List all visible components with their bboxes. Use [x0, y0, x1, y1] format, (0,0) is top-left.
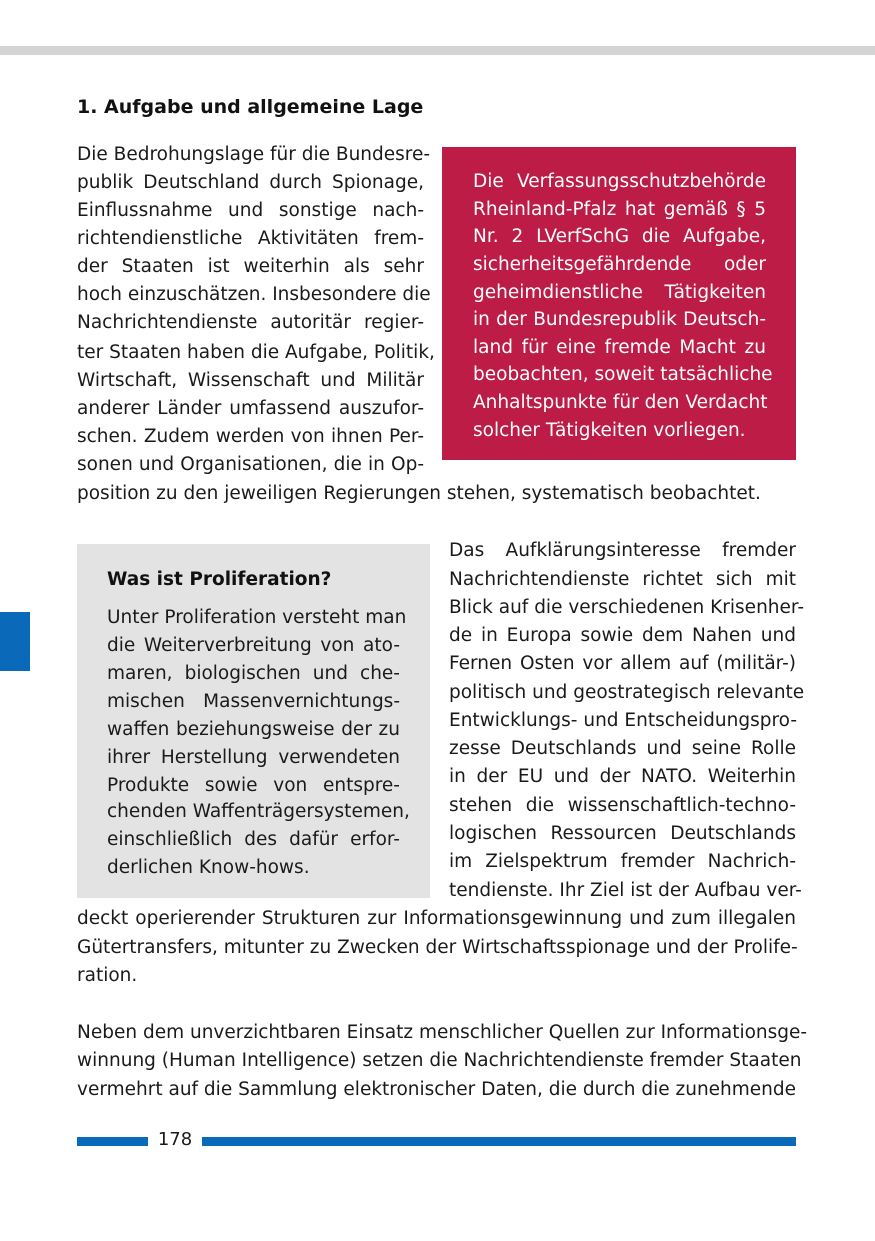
text-line: Gütertransfers, mitunter zu Zwecken der Wirtschaftsspionage und der Prolife-	[77, 937, 798, 958]
text-line: Entwicklungs- und Entscheidungspro-	[449, 710, 798, 731]
box-text-line: einschließlich des dafür erfor-	[107, 829, 400, 850]
box-text-line: ihrer Herstellung verwendeten	[107, 747, 400, 768]
box-text-line: Nr. 2 LVerfSchG die Aufgabe,	[473, 226, 766, 247]
text-line: logischen Ressourcen Deutschlands	[449, 823, 796, 844]
text-line: im Zielspektrum fremder Nachrich-	[449, 851, 796, 872]
text-line: anderer Länder umfassend auszufor-	[77, 398, 424, 419]
box-text-line: sicherheitsgefährdende oder	[473, 254, 766, 275]
text-line: ration.	[77, 965, 138, 986]
text-line: zesse Deutschlands und seine Rolle	[449, 738, 796, 759]
text-line: Das Aufklärungsinteresse fremder	[449, 540, 796, 561]
text-line: Nachrichtendienste richtet sich mit	[449, 569, 796, 590]
text-line: Nachrichtendienste autoritär regier-	[77, 312, 424, 333]
text-line: position zu den jeweiligen Regierungen stehen, systematisch beobachtet.	[77, 483, 761, 504]
text-line: vermehrt auf die Sammlung elektronischer Daten, die durch die zunehmende	[77, 1079, 797, 1100]
box-text-line: geheimdienstliche Tätigkeiten	[473, 282, 766, 303]
box-text-line: die Weiterverbreitung von ato-	[107, 635, 400, 656]
page-number: 178	[157, 1129, 193, 1150]
proliferation-definition-box	[77, 544, 430, 898]
box-text-line: solcher Tätigkeiten vorliegen.	[473, 420, 746, 441]
box-text-line: in der Bundesrepublik Deutsch-	[473, 309, 766, 330]
chapter-side-tab	[0, 612, 30, 671]
text-line: sonen und Organisationen, die in Op-	[77, 454, 424, 475]
text-line: de in Europa sowie dem Nahen und	[449, 625, 796, 646]
box-text-line: Die Verfassungsschutzbehörde	[473, 171, 766, 192]
text-line: hoch einzuschätzen. Insbesondere die	[77, 284, 431, 305]
box-text-line: Unter Proliferation versteht man	[107, 607, 407, 628]
text-line: stehen die wissenschaftlich-techno-	[449, 795, 796, 816]
box-text-line: land für eine fremde Macht zu	[473, 337, 766, 358]
footer-rule-right	[202, 1137, 796, 1146]
text-line: Einflussnahme und sonstige nach-	[77, 200, 424, 221]
box-text-line: Produkte sowie von entspre-	[107, 775, 400, 796]
box-text-line: Rheinland-Pfalz hat gemäß § 5	[473, 199, 766, 220]
box-text-line: beobachten, soweit tatsächliche	[473, 364, 773, 385]
text-line: richtendienstliche Aktivitäten frem-	[77, 228, 424, 249]
box-title: Was ist Proliferation?	[107, 569, 332, 590]
text-line: Fernen Osten vor allem auf (militär-)	[449, 653, 796, 674]
footer-rule-left	[77, 1137, 148, 1146]
text-line: winnung (Human Intelligence) setzen die Nachrichtendienste fremder Staaten	[77, 1050, 802, 1071]
text-line: der Staaten ist weiterhin als sehr	[77, 256, 424, 277]
box-text-line: Anhaltspunkte für den Verdacht	[473, 392, 768, 413]
text-line: deckt operierender Strukturen zur Informationsgewinnung und zum illegalen	[77, 908, 796, 929]
text-line: schen. Zudem werden von ihnen Per-	[77, 426, 424, 447]
box-text-line: derlichen Know-hows.	[107, 857, 310, 878]
top-rule	[0, 46, 875, 55]
text-line: Die Bedrohungslage für die Bundesre-	[77, 144, 431, 165]
legal-mandate-box	[442, 147, 796, 460]
text-line: tendienste. Ihr Ziel ist der Aufbau ver-	[449, 880, 802, 901]
text-line: in der EU und der NATO. Weiterhin	[449, 766, 796, 787]
text-line: publik Deutschland durch Spionage,	[77, 172, 424, 193]
box-text-line: chenden Waffenträgersystemen,	[107, 801, 410, 822]
box-text-line: maren, biologischen und che-	[107, 663, 400, 684]
text-line: Wirtschaft, Wissenschaft und Militär	[77, 370, 424, 391]
text-line: Neben dem unverzichtbaren Einsatz menschlicher Quellen zur Informationsge-	[77, 1022, 808, 1043]
box-text-line: mischen Massenvernichtungs-	[107, 691, 400, 712]
box-text-line: waffen beziehungsweise der zu	[107, 719, 400, 740]
text-line: Blick auf die verschiedenen Krisenher-	[449, 597, 804, 618]
text-line: ter Staaten haben die Aufgabe, Politik,	[77, 342, 435, 363]
section-heading: 1. Aufgabe und allgemeine Lage	[77, 96, 424, 118]
text-line: politisch und geostrategisch relevante	[449, 682, 805, 703]
